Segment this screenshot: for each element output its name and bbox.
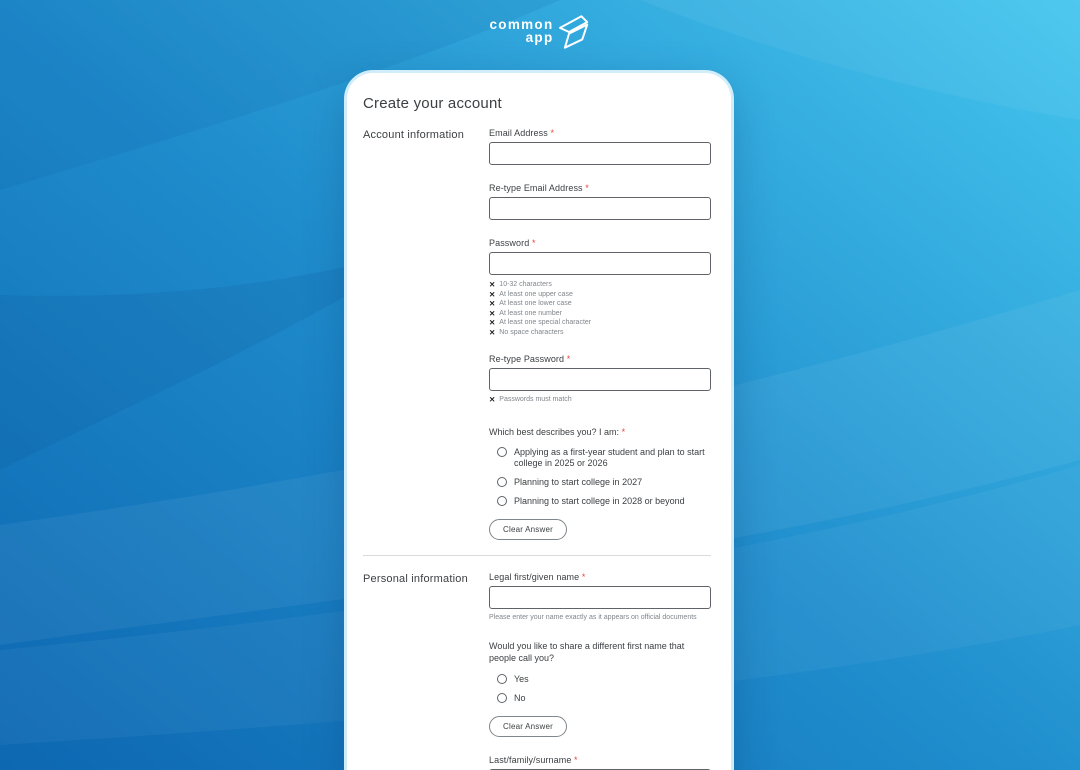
section-divider: [363, 555, 711, 556]
required-asterisk: *: [581, 571, 586, 582]
radio-button-icon[interactable]: [497, 496, 507, 506]
radio-option-yes[interactable]: Yes: [497, 674, 711, 685]
email-input[interactable]: [489, 142, 711, 165]
radio-option-first-year[interactable]: Applying as a first-year student and plan to start college in 2025 or 2026: [497, 447, 711, 469]
radio-button-icon[interactable]: [497, 447, 507, 457]
describes-you-question: Which best describes you? I am: *: [489, 426, 626, 437]
passwords-match-rule: ✕ Passwords must match: [489, 395, 572, 404]
common-app-mark-icon: [557, 13, 591, 51]
clear-answer-button[interactable]: Clear Answer: [489, 519, 567, 540]
required-asterisk: *: [621, 426, 626, 437]
password-rule-item: ✕ No space characters: [489, 327, 564, 337]
x-mark-icon: ✕: [489, 280, 496, 289]
personal-section-heading: Personal information: [363, 572, 468, 585]
personal-information-section: [363, 572, 711, 770]
retype-email-input[interactable]: [489, 197, 711, 220]
radio-button-icon[interactable]: [497, 477, 507, 487]
logo-word-top: common: [489, 17, 554, 32]
x-mark-icon: ✕: [489, 299, 496, 308]
radio-option-no[interactable]: No: [497, 693, 711, 704]
required-asterisk: *: [550, 128, 555, 138]
logo-word-bottom: app: [525, 30, 554, 45]
describes-you-options: [489, 447, 711, 507]
last-name-field-group: [489, 755, 711, 770]
required-asterisk: *: [531, 238, 536, 248]
required-asterisk: *: [574, 754, 578, 765]
x-mark-icon: ✕: [489, 289, 496, 299]
common-app-logo: [0, 11, 1080, 51]
radio-button-icon[interactable]: [497, 693, 507, 703]
password-rule-item: ✕ At least one lower case: [489, 299, 572, 308]
create-account-card: [347, 73, 731, 770]
clear-answer-button[interactable]: Clear Answer: [489, 716, 567, 737]
first-name-helper-text: Please enter your name exactly as it appears on official documents: [489, 613, 697, 621]
x-mark-icon: ✕: [489, 327, 496, 337]
email-field-group: [489, 128, 711, 165]
first-name-field-group: [489, 572, 711, 622]
retype-email-label: Re-type Email Address *: [489, 183, 589, 193]
describes-you-group: [489, 426, 711, 540]
retype-password-input[interactable]: [489, 368, 711, 391]
password-rule-item: ✕ At least one number: [489, 308, 562, 318]
password-rule-item: ✕ At least one upper case: [489, 289, 573, 299]
retype-password-label: Re-type Password *: [489, 354, 571, 364]
radio-option-2028-beyond[interactable]: Planning to start college in 2028 or beyond: [497, 496, 711, 507]
x-mark-icon: ✕: [489, 395, 496, 404]
email-label: Email Address *: [489, 128, 555, 138]
password-rules-list: [489, 280, 711, 337]
first-name-input[interactable]: [489, 586, 711, 609]
account-information-section: [363, 128, 711, 540]
x-mark-icon: ✕: [489, 308, 496, 318]
page-title: Create your account: [363, 95, 502, 112]
password-rule-item: ✕ 10-32 characters: [489, 280, 552, 289]
required-asterisk: *: [566, 354, 571, 364]
first-name-label: Legal first/given name *: [489, 571, 586, 582]
different-name-group: [489, 640, 711, 737]
different-name-options: [489, 674, 711, 704]
required-asterisk: *: [585, 183, 589, 193]
password-rule-item: ✕ At least one special character: [489, 318, 592, 327]
radio-button-icon[interactable]: [497, 674, 507, 684]
radio-option-2027[interactable]: Planning to start college in 2027: [497, 477, 711, 488]
password-field-group: [489, 238, 711, 337]
last-name-label: Last/family/surname *: [489, 754, 578, 765]
account-section-heading: Account information: [363, 129, 465, 141]
common-app-logo-text: [489, 18, 553, 44]
password-label: Password *: [489, 238, 536, 248]
different-name-question: Would you like to share a different first name that people call you?: [489, 640, 685, 663]
x-mark-icon: ✕: [489, 318, 496, 327]
password-input[interactable]: [489, 252, 711, 275]
retype-email-field-group: [489, 183, 711, 220]
retype-password-field-group: [489, 354, 711, 405]
